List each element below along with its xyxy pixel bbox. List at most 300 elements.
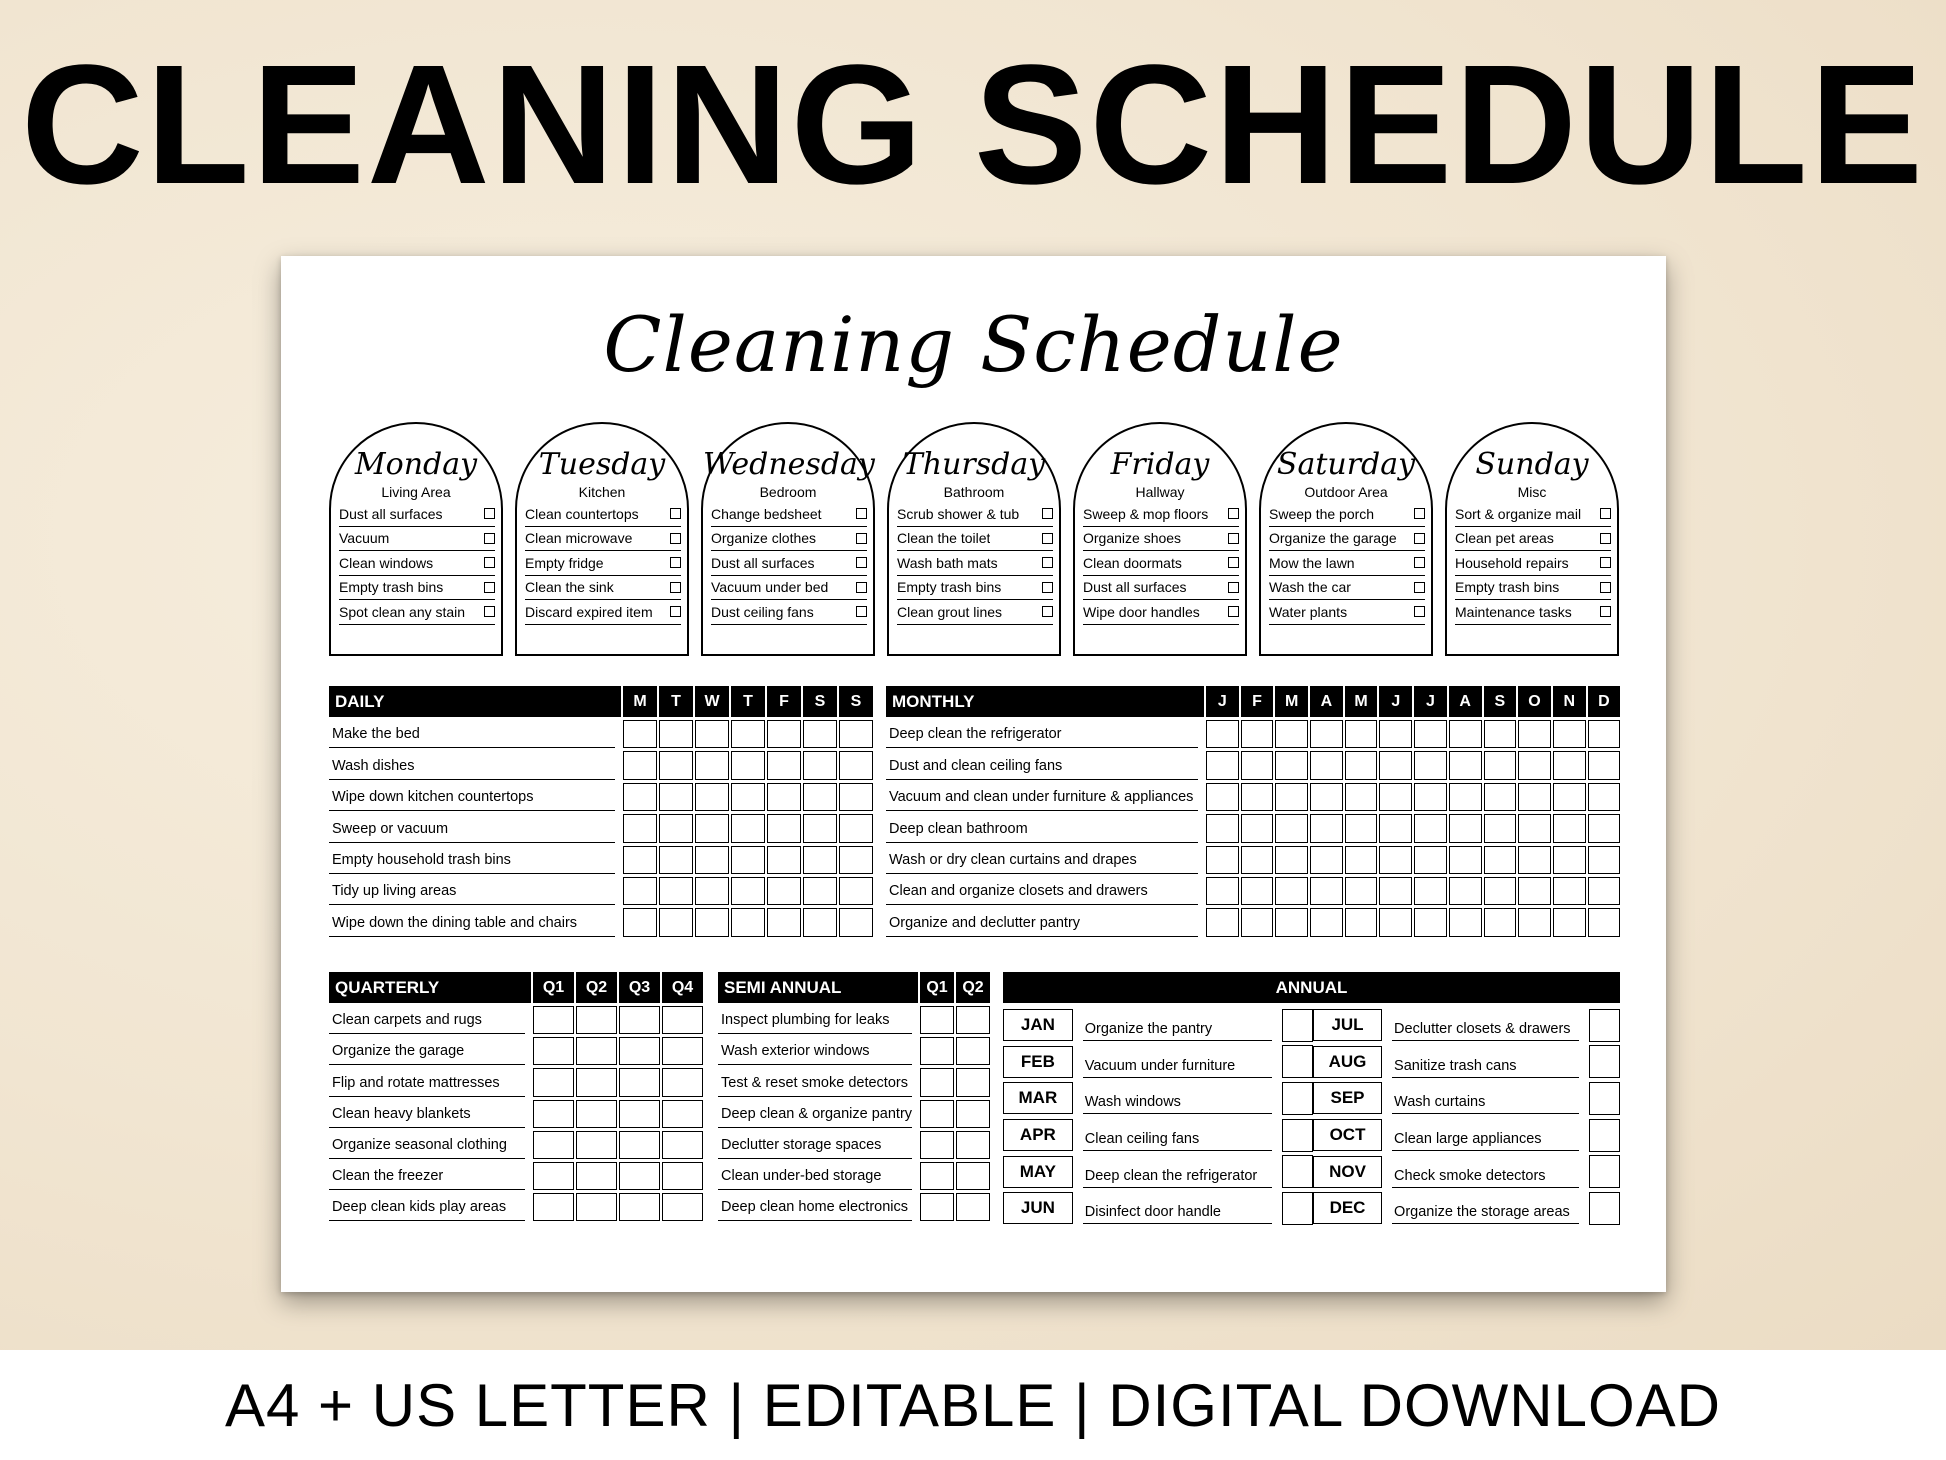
task-checkbox[interactable] <box>670 606 681 617</box>
check-box[interactable] <box>1588 814 1621 842</box>
check-box[interactable] <box>956 1193 990 1221</box>
check-box[interactable] <box>659 846 693 874</box>
check-box[interactable] <box>1310 783 1343 811</box>
task-checkbox[interactable] <box>1414 508 1425 519</box>
check-box[interactable] <box>1589 1082 1620 1115</box>
check-box[interactable] <box>659 814 693 842</box>
check-box[interactable] <box>1588 720 1621 748</box>
check-box[interactable] <box>662 1193 703 1221</box>
day-task <box>897 576 1053 601</box>
semi-annual-table-title: SEMI ANNUAL <box>718 972 918 1003</box>
task-checkbox[interactable] <box>1600 606 1611 617</box>
check-box[interactable] <box>1345 846 1378 874</box>
task-checkbox[interactable] <box>1414 557 1425 568</box>
column-header: M <box>1343 686 1378 717</box>
table-row <box>329 1034 703 1065</box>
task-checkbox[interactable] <box>1600 508 1611 519</box>
check-box[interactable] <box>576 1006 617 1034</box>
check-box[interactable] <box>662 1131 703 1159</box>
check-box[interactable] <box>533 1006 574 1034</box>
day-task-label: Household repairs <box>1455 554 1569 571</box>
check-box[interactable] <box>1282 1082 1313 1115</box>
check-box[interactable] <box>695 751 729 779</box>
check-box[interactable] <box>1449 877 1482 905</box>
check-box[interactable] <box>920 1131 954 1159</box>
check-box[interactable] <box>1275 846 1308 874</box>
check-box[interactable] <box>623 877 657 905</box>
task-checkbox[interactable] <box>1600 582 1611 593</box>
task-checkbox[interactable] <box>484 582 495 593</box>
task-checkbox[interactable] <box>856 508 867 519</box>
day-task <box>339 551 495 576</box>
annual-task: Clean ceiling fans <box>1083 1119 1272 1151</box>
check-box[interactable] <box>1449 720 1482 748</box>
check-box[interactable] <box>1241 720 1274 748</box>
table-row <box>329 780 873 811</box>
check-box[interactable] <box>920 1006 954 1034</box>
check-box[interactable] <box>662 1162 703 1190</box>
day-task <box>1083 576 1239 601</box>
check-box[interactable] <box>576 1037 617 1065</box>
task-checkbox[interactable] <box>1228 557 1239 568</box>
task-checkbox[interactable] <box>1600 533 1611 544</box>
check-box[interactable] <box>1518 877 1551 905</box>
day-name: Tuesday <box>538 447 666 482</box>
check-box[interactable] <box>695 720 729 748</box>
task-label: Wash dishes <box>329 758 615 780</box>
check-box[interactable] <box>1518 846 1551 874</box>
task-label: Declutter storage spaces <box>718 1137 912 1159</box>
day-area: Hallway <box>1135 484 1185 500</box>
check-box[interactable] <box>1553 720 1586 748</box>
check-box[interactable] <box>695 877 729 905</box>
check-box[interactable] <box>1518 751 1551 779</box>
check-box[interactable] <box>920 1068 954 1096</box>
check-box[interactable] <box>1414 908 1447 936</box>
check-box[interactable] <box>576 1100 617 1128</box>
check-box[interactable] <box>1206 751 1239 779</box>
check-box[interactable] <box>1588 846 1621 874</box>
check-box[interactable] <box>1379 720 1412 748</box>
table-row <box>718 1065 990 1096</box>
check-box[interactable] <box>659 751 693 779</box>
check-box[interactable] <box>1206 846 1239 874</box>
check-box[interactable] <box>956 1037 990 1065</box>
check-box[interactable] <box>1414 846 1447 874</box>
check-box[interactable] <box>619 1037 660 1065</box>
check-box[interactable] <box>1484 720 1517 748</box>
check-box[interactable] <box>1206 908 1239 936</box>
task-checkbox[interactable] <box>1042 533 1053 544</box>
check-box[interactable] <box>533 1068 574 1096</box>
task-checkbox[interactable] <box>670 582 681 593</box>
annual-task: Disinfect door handle <box>1083 1192 1272 1224</box>
day-task <box>1455 551 1611 576</box>
check-box[interactable] <box>1518 783 1551 811</box>
check-box[interactable] <box>1282 1155 1313 1188</box>
table-row <box>886 874 1620 905</box>
check-box[interactable] <box>1345 720 1378 748</box>
check-box[interactable] <box>1379 846 1412 874</box>
task-checkbox[interactable] <box>856 606 867 617</box>
check-box[interactable] <box>1589 1009 1620 1042</box>
task-label: Tidy up living areas <box>329 883 615 905</box>
column-header: M <box>1273 686 1308 717</box>
check-box[interactable] <box>1379 877 1412 905</box>
check-box[interactable] <box>731 814 765 842</box>
check-box[interactable] <box>533 1193 574 1221</box>
check-box[interactable] <box>1553 751 1586 779</box>
check-box[interactable] <box>956 1068 990 1096</box>
check-box[interactable] <box>920 1162 954 1190</box>
check-box[interactable] <box>1282 1009 1313 1042</box>
annual-row <box>1003 1117 1313 1154</box>
check-box[interactable] <box>1241 751 1274 779</box>
check-box[interactable] <box>1345 908 1378 936</box>
table-row <box>329 717 873 748</box>
check-box[interactable] <box>1449 751 1482 779</box>
check-box[interactable] <box>767 720 801 748</box>
day-task-label: Spot clean any stain <box>339 603 466 620</box>
check-box[interactable] <box>1379 814 1412 842</box>
check-box[interactable] <box>767 877 801 905</box>
task-checkbox[interactable] <box>1600 557 1611 568</box>
check-box[interactable] <box>659 783 693 811</box>
check-box[interactable] <box>1484 751 1517 779</box>
table-row <box>718 1190 990 1221</box>
check-box[interactable] <box>623 908 657 936</box>
day-task <box>1269 600 1425 625</box>
check-box[interactable] <box>731 877 765 905</box>
check-box[interactable] <box>623 720 657 748</box>
check-box[interactable] <box>803 877 837 905</box>
check-box[interactable] <box>623 814 657 842</box>
table-row <box>329 874 873 905</box>
annual-row <box>1003 1007 1313 1044</box>
check-box[interactable] <box>803 814 837 842</box>
check-box[interactable] <box>619 1162 660 1190</box>
check-box[interactable] <box>1282 1119 1313 1152</box>
check-box[interactable] <box>956 1131 990 1159</box>
check-box[interactable] <box>1484 877 1517 905</box>
check-box[interactable] <box>1518 814 1551 842</box>
day-task <box>1269 576 1425 601</box>
check-box[interactable] <box>1589 1119 1620 1152</box>
check-box[interactable] <box>1588 877 1621 905</box>
check-box[interactable] <box>1484 783 1517 811</box>
check-box[interactable] <box>1484 814 1517 842</box>
day-task <box>1455 576 1611 601</box>
check-box[interactable] <box>956 1006 990 1034</box>
check-box[interactable] <box>1310 814 1343 842</box>
task-label: Vacuum and clean under furniture & appliances <box>886 789 1198 811</box>
task-checkbox[interactable] <box>856 557 867 568</box>
check-box[interactable] <box>839 846 873 874</box>
check-box[interactable] <box>1588 783 1621 811</box>
day-task-label: Dust all surfaces <box>339 505 443 522</box>
month-badge: APR <box>1003 1119 1073 1151</box>
column-header: Q2 <box>954 972 990 1003</box>
check-box[interactable] <box>533 1037 574 1065</box>
check-box[interactable] <box>1206 720 1239 748</box>
check-box[interactable] <box>731 908 765 936</box>
check-box[interactable] <box>533 1100 574 1128</box>
day-task-label: Mow the lawn <box>1269 554 1355 571</box>
check-box[interactable] <box>623 846 657 874</box>
task-checkbox[interactable] <box>1414 582 1425 593</box>
table-row <box>329 1159 703 1190</box>
table-row <box>329 1065 703 1096</box>
check-box[interactable] <box>1589 1192 1620 1225</box>
schedule-sheet <box>281 256 1666 1292</box>
check-box[interactable] <box>695 846 729 874</box>
day-task-label: Scrub shower & tub <box>897 505 1020 522</box>
day-task <box>711 576 867 601</box>
day-task-list <box>711 502 867 625</box>
check-box[interactable] <box>803 720 837 748</box>
task-checkbox[interactable] <box>670 533 681 544</box>
check-box[interactable] <box>1345 814 1378 842</box>
task-checkbox[interactable] <box>1042 508 1053 519</box>
check-box[interactable] <box>1588 908 1621 936</box>
check-box[interactable] <box>731 783 765 811</box>
check-box[interactable] <box>659 908 693 936</box>
table-row <box>329 811 873 842</box>
check-box[interactable] <box>1588 751 1621 779</box>
check-box[interactable] <box>1310 846 1343 874</box>
column-header: Q4 <box>660 972 703 1003</box>
task-label: Test & reset smoke detectors <box>718 1075 912 1097</box>
check-box[interactable] <box>1241 877 1274 905</box>
check-box[interactable] <box>839 814 873 842</box>
task-label: Deep clean home electronics <box>718 1199 912 1221</box>
check-box[interactable] <box>1345 877 1378 905</box>
annual-task: Organize the pantry <box>1083 1009 1272 1041</box>
check-box[interactable] <box>767 783 801 811</box>
check-box[interactable] <box>839 877 873 905</box>
task-checkbox[interactable] <box>1414 533 1425 544</box>
task-checkbox[interactable] <box>484 606 495 617</box>
check-box[interactable] <box>1449 908 1482 936</box>
task-checkbox[interactable] <box>1042 582 1053 593</box>
check-box[interactable] <box>731 751 765 779</box>
check-box[interactable] <box>1275 877 1308 905</box>
check-box[interactable] <box>1553 783 1586 811</box>
check-box[interactable] <box>1345 751 1378 779</box>
day-name: Wednesday <box>703 447 875 482</box>
column-header: S <box>801 686 837 717</box>
check-box[interactable] <box>1241 908 1274 936</box>
check-box[interactable] <box>1449 846 1482 874</box>
check-box[interactable] <box>1414 783 1447 811</box>
check-box[interactable] <box>619 1068 660 1096</box>
task-checkbox[interactable] <box>1414 606 1425 617</box>
check-box[interactable] <box>1282 1192 1313 1225</box>
check-box[interactable] <box>767 846 801 874</box>
day-task-label: Clean the sink <box>525 579 614 596</box>
check-box[interactable] <box>1206 877 1239 905</box>
check-box[interactable] <box>839 751 873 779</box>
check-box[interactable] <box>803 846 837 874</box>
column-header: T <box>657 686 693 717</box>
check-box[interactable] <box>623 783 657 811</box>
day-card-thursday <box>887 422 1061 656</box>
check-box[interactable] <box>956 1100 990 1128</box>
check-box[interactable] <box>619 1193 660 1221</box>
day-task <box>711 527 867 552</box>
check-box[interactable] <box>1589 1155 1620 1188</box>
check-box[interactable] <box>1275 908 1308 936</box>
check-box[interactable] <box>1589 1045 1620 1078</box>
check-box[interactable] <box>1275 783 1308 811</box>
table-row <box>886 748 1620 779</box>
check-box[interactable] <box>1275 720 1308 748</box>
check-box[interactable] <box>619 1006 660 1034</box>
check-box[interactable] <box>1484 908 1517 936</box>
daily-table <box>329 686 873 937</box>
task-checkbox[interactable] <box>484 557 495 568</box>
annual-task: Organize the storage areas <box>1392 1192 1579 1224</box>
check-box[interactable] <box>1553 877 1586 905</box>
check-box[interactable] <box>1241 783 1274 811</box>
table-row <box>718 1034 990 1065</box>
task-checkbox[interactable] <box>484 508 495 519</box>
day-task-label: Empty trash bins <box>897 579 1002 596</box>
task-checkbox[interactable] <box>1228 582 1239 593</box>
check-box[interactable] <box>803 751 837 779</box>
check-box[interactable] <box>619 1100 660 1128</box>
column-header: D <box>1586 686 1621 717</box>
check-box[interactable] <box>1518 908 1551 936</box>
table-row <box>718 1159 990 1190</box>
check-box[interactable] <box>731 846 765 874</box>
check-box[interactable] <box>1310 908 1343 936</box>
check-box[interactable] <box>533 1162 574 1190</box>
check-box[interactable] <box>839 908 873 936</box>
check-box[interactable] <box>1379 751 1412 779</box>
task-label: Organize and declutter pantry <box>886 915 1198 937</box>
check-box[interactable] <box>623 751 657 779</box>
check-box[interactable] <box>576 1162 617 1190</box>
check-box[interactable] <box>1282 1045 1313 1078</box>
task-label: Wipe down the dining table and chairs <box>329 915 615 937</box>
task-checkbox[interactable] <box>1228 508 1239 519</box>
day-task-label: Clean microwave <box>525 530 633 547</box>
check-box[interactable] <box>767 814 801 842</box>
day-card-saturday <box>1259 422 1433 656</box>
day-task-label: Water plants <box>1269 603 1348 620</box>
day-task <box>1455 600 1611 625</box>
check-box[interactable] <box>1553 908 1586 936</box>
check-box[interactable] <box>1310 720 1343 748</box>
check-box[interactable] <box>920 1100 954 1128</box>
check-box[interactable] <box>1449 814 1482 842</box>
annual-task: Sanitize trash cans <box>1392 1046 1579 1078</box>
check-box[interactable] <box>695 814 729 842</box>
check-box[interactable] <box>1241 846 1274 874</box>
day-task-label: Empty trash bins <box>1455 579 1560 596</box>
day-task <box>897 502 1053 527</box>
check-box[interactable] <box>1379 783 1412 811</box>
check-box[interactable] <box>662 1068 703 1096</box>
check-box[interactable] <box>1518 720 1551 748</box>
check-box[interactable] <box>920 1037 954 1065</box>
check-box[interactable] <box>662 1006 703 1034</box>
check-box[interactable] <box>803 783 837 811</box>
day-task <box>897 600 1053 625</box>
check-box[interactable] <box>1206 783 1239 811</box>
check-box[interactable] <box>1310 877 1343 905</box>
task-checkbox[interactable] <box>484 533 495 544</box>
task-checkbox[interactable] <box>856 582 867 593</box>
day-task-label: Wash bath mats <box>897 554 998 571</box>
check-box[interactable] <box>839 720 873 748</box>
day-task-label: Organize clothes <box>711 530 817 547</box>
check-box[interactable] <box>1241 814 1274 842</box>
task-checkbox[interactable] <box>670 508 681 519</box>
check-box[interactable] <box>1449 783 1482 811</box>
check-box[interactable] <box>1553 814 1586 842</box>
annual-column-left <box>1003 1007 1313 1227</box>
check-box[interactable] <box>1275 751 1308 779</box>
check-box[interactable] <box>1379 908 1412 936</box>
task-label: Make the bed <box>329 726 615 748</box>
check-box[interactable] <box>695 908 729 936</box>
check-box[interactable] <box>576 1131 617 1159</box>
check-box[interactable] <box>956 1162 990 1190</box>
check-box[interactable] <box>533 1131 574 1159</box>
task-checkbox[interactable] <box>1228 606 1239 617</box>
check-box[interactable] <box>662 1100 703 1128</box>
day-name: Saturday <box>1276 447 1416 482</box>
check-box[interactable] <box>839 783 873 811</box>
check-box[interactable] <box>1484 846 1517 874</box>
task-checkbox[interactable] <box>1042 557 1053 568</box>
task-checkbox[interactable] <box>1042 606 1053 617</box>
check-box[interactable] <box>1275 814 1308 842</box>
check-box[interactable] <box>920 1193 954 1221</box>
check-box[interactable] <box>662 1037 703 1065</box>
check-box[interactable] <box>1345 783 1378 811</box>
table-row <box>329 843 873 874</box>
check-box[interactable] <box>803 908 837 936</box>
annual-task: Deep clean the refrigerator <box>1083 1156 1272 1188</box>
check-box[interactable] <box>731 720 765 748</box>
day-task-list <box>1083 502 1239 625</box>
check-box[interactable] <box>576 1193 617 1221</box>
check-box[interactable] <box>767 908 801 936</box>
check-box[interactable] <box>576 1068 617 1096</box>
column-header: Q1 <box>918 972 954 1003</box>
task-checkbox[interactable] <box>670 557 681 568</box>
task-checkbox[interactable] <box>1228 533 1239 544</box>
check-box[interactable] <box>1414 877 1447 905</box>
check-box[interactable] <box>1414 751 1447 779</box>
task-checkbox[interactable] <box>856 533 867 544</box>
day-task-label: Dust all surfaces <box>1083 579 1187 596</box>
day-name: Sunday <box>1475 447 1589 482</box>
check-box[interactable] <box>619 1131 660 1159</box>
check-box[interactable] <box>659 877 693 905</box>
check-box[interactable] <box>1414 814 1447 842</box>
check-box[interactable] <box>1310 751 1343 779</box>
check-box[interactable] <box>659 720 693 748</box>
check-box[interactable] <box>1414 720 1447 748</box>
check-box[interactable] <box>1553 846 1586 874</box>
check-box[interactable] <box>695 783 729 811</box>
check-box[interactable] <box>1206 814 1239 842</box>
check-box[interactable] <box>767 751 801 779</box>
